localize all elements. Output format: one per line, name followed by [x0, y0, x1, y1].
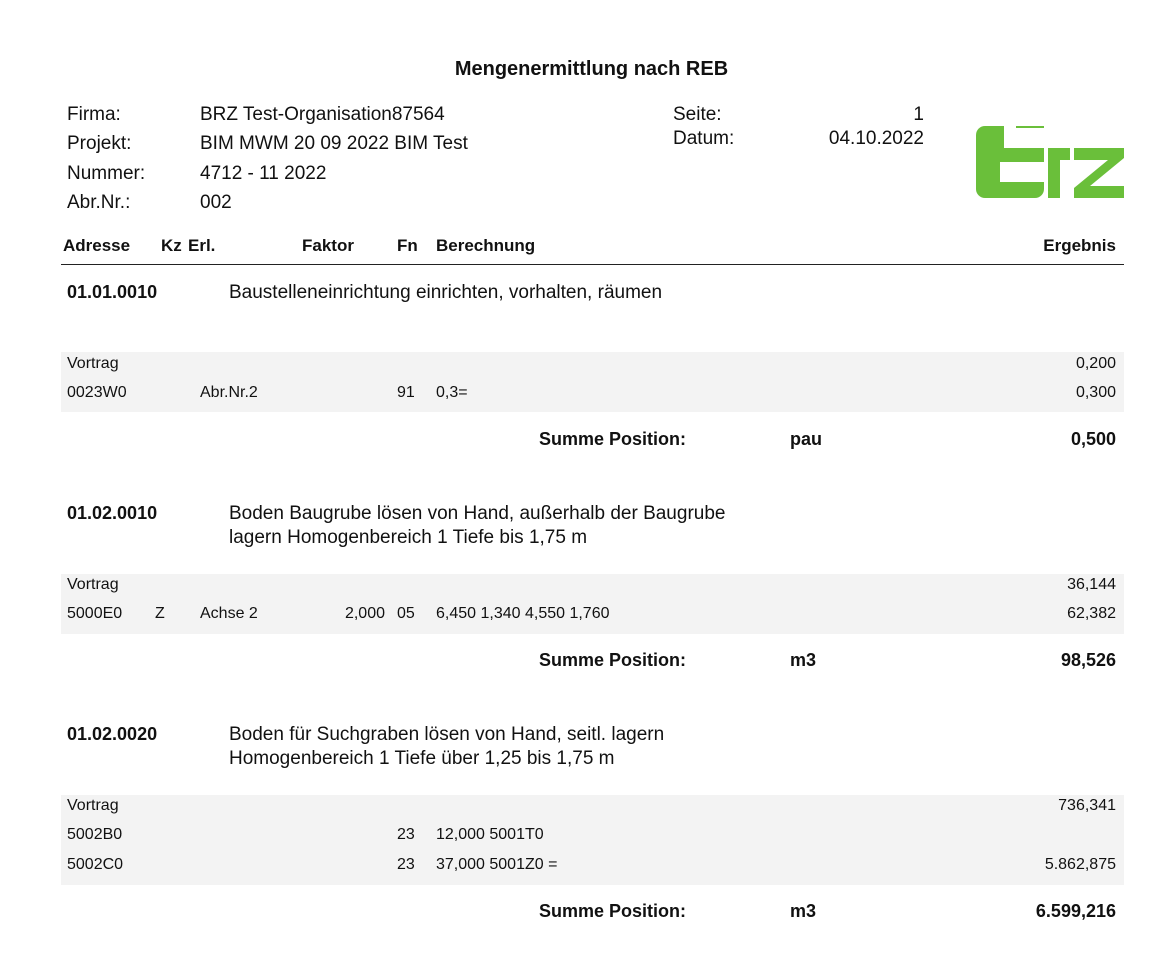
position-text: Baustelleneinrichtung einrichten, vorhalten, räumen — [229, 282, 663, 303]
projekt-label: Projekt: — [67, 133, 132, 154]
col-ergebnis: Ergebnis — [1043, 236, 1116, 255]
row-adresse: 5002C0 — [67, 856, 124, 873]
sum-value: 98,526 — [1060, 650, 1116, 670]
sum-unit: pau — [790, 429, 823, 449]
row-ergebnis: 5.862,875 — [1044, 856, 1116, 873]
datum-value: 04.10.2022 — [828, 128, 924, 149]
row-fn: 23 — [397, 826, 415, 843]
calc-band — [61, 574, 1124, 634]
row-berechnung: 6,450 1,340 4,550 1,760 — [436, 605, 610, 622]
row-ergebnis: 0,200 — [1075, 355, 1116, 372]
row-faktor: 2,000 — [344, 605, 385, 622]
sum-label: Summe Position: — [539, 429, 687, 449]
row-ergebnis: 62,382 — [1067, 605, 1116, 622]
seite-value: 1 — [913, 104, 924, 125]
row-ergebnis: 36,144 — [1067, 576, 1116, 593]
sum-unit: m3 — [790, 650, 817, 670]
row-berechnung: 37,000 5001Z0 = — [436, 856, 558, 873]
abrnr-value: 002 — [200, 192, 232, 213]
row-berechnung: 12,000 5001T0 — [436, 826, 544, 843]
col-fn: Fn — [397, 236, 418, 255]
nummer-value: 4712 - 11 2022 — [200, 163, 327, 184]
row-ergebnis: 736,341 — [1058, 797, 1116, 814]
position-text: Boden für Suchgraben lösen von Hand, seitl. lagern Homogenbereich 1 Tiefe über 1,25 bis 1,75 m — [229, 724, 665, 769]
sum-label: Summe Position: — [539, 901, 687, 921]
row-adresse: 0023W0 — [67, 384, 127, 401]
row-adresse: Vortrag — [67, 797, 119, 814]
row-adresse: Vortrag — [67, 576, 119, 593]
nummer-label: Nummer: — [67, 163, 146, 184]
row-adresse: 5000E0 — [67, 605, 123, 622]
logo-text: brz — [976, 126, 978, 127]
firma-value: BRZ Test-Organisation87564 — [200, 104, 445, 125]
row-erl: Achse 2 — [200, 605, 258, 622]
calc-band — [61, 352, 1124, 412]
projekt-value: BIM MWM 20 09 2022 BIM Test — [200, 133, 468, 154]
col-erl: Erl. — [188, 236, 216, 255]
col-adresse: Adresse — [63, 236, 131, 255]
sum-value: 6.599,216 — [1035, 901, 1116, 921]
sum-value: 0,500 — [1070, 429, 1116, 449]
position-number: 01.02.0010 — [67, 503, 158, 523]
header-rule — [61, 264, 1124, 265]
row-adresse: Vortrag — [67, 355, 119, 372]
position-text: Boden Baugrube lösen von Hand, außerhalb der Baugrube lagern Homogenbereich 1 Tiefe bis 1,75 m — [229, 503, 726, 548]
logo-letter-z — [1074, 148, 1124, 198]
page-title: Mengenermittlung nach REB — [454, 58, 729, 80]
col-kz: Kz — [161, 236, 182, 255]
logo-letter-r — [1048, 148, 1070, 198]
brz-logo — [976, 126, 1126, 198]
col-berechnung: Berechnung — [436, 236, 536, 255]
datum-label: Datum: — [673, 128, 735, 149]
row-fn: 23 — [397, 856, 415, 873]
position-number: 01.02.0020 — [67, 724, 158, 744]
firma-label: Firma: — [67, 104, 121, 125]
row-adresse: 5002B0 — [67, 826, 123, 843]
calc-band — [61, 795, 1124, 885]
row-erl: Abr.Nr.2 — [200, 384, 258, 401]
row-kz: Z — [155, 605, 165, 622]
position-number: 01.01.0010 — [67, 282, 158, 302]
row-berechnung: 0,3= — [436, 384, 468, 401]
sum-unit: m3 — [790, 901, 817, 921]
sum-label: Summe Position: — [539, 650, 687, 670]
row-fn: 05 — [397, 605, 415, 622]
col-faktor: Faktor — [302, 236, 354, 255]
seite-label: Seite: — [673, 104, 722, 125]
abrnr-label: Abr.Nr.: — [67, 192, 131, 213]
row-ergebnis: 0,300 — [1075, 384, 1116, 401]
row-fn: 91 — [397, 384, 415, 401]
